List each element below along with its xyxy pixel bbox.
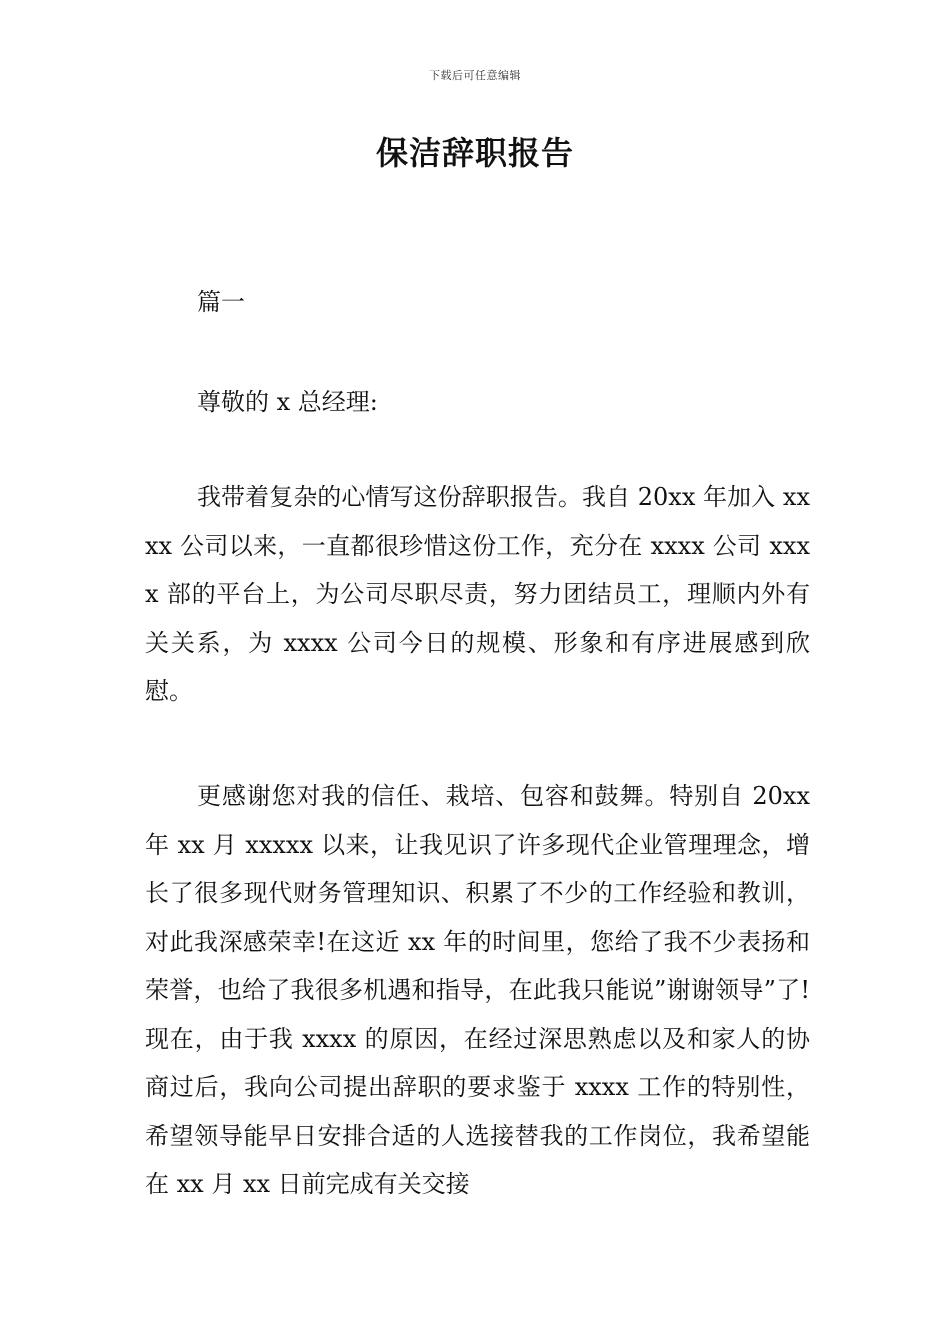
section-label: 篇一 [197,288,245,316]
body-paragraph: 更感谢您对我的信任、栽培、包容和鼓舞。特别自 20xx 年 xx 月 xxxxx 以来，让我见识了许多现代企业管理理念，增长了很多现代财务管理知识、积累了不少的工作经验和教训，对此我深感荣幸!在这近 xx 年的时间里，您给了我不少表扬和荣誉，也给了我很多机遇和指导，在此我只能说”谢谢领导”了!现在，由于我 xxxx 的原因，在经过深思熟虑以及和家人的协商过后，我向公司提出辞职的要求鉴于 xxxx 工作的特别性，希望领导能早日安排合适的人选接替我的工作岗位，我希望能在 xx 月 xx 日前完成有关交接 [145,782,810,1198]
header-note: 下载后可任意编辑 [429,69,521,82]
salutation: 尊敬的 x 总经理: [197,388,378,416]
document-title: 保洁辞职报告 [375,134,574,172]
body-paragraph: 我带着复杂的心情写这份辞职报告。我自 20xx 年加入 xxxx 公司以来，一直都很珍惜这份工作，充分在 xxxx 公司 xxxx 部的平台上，为公司尽职尽责，努力团结员工，理顺内外有关关系，为 xxxx 公司今日的规模、形象和有序进展感到欣慰。 [145,483,810,705]
